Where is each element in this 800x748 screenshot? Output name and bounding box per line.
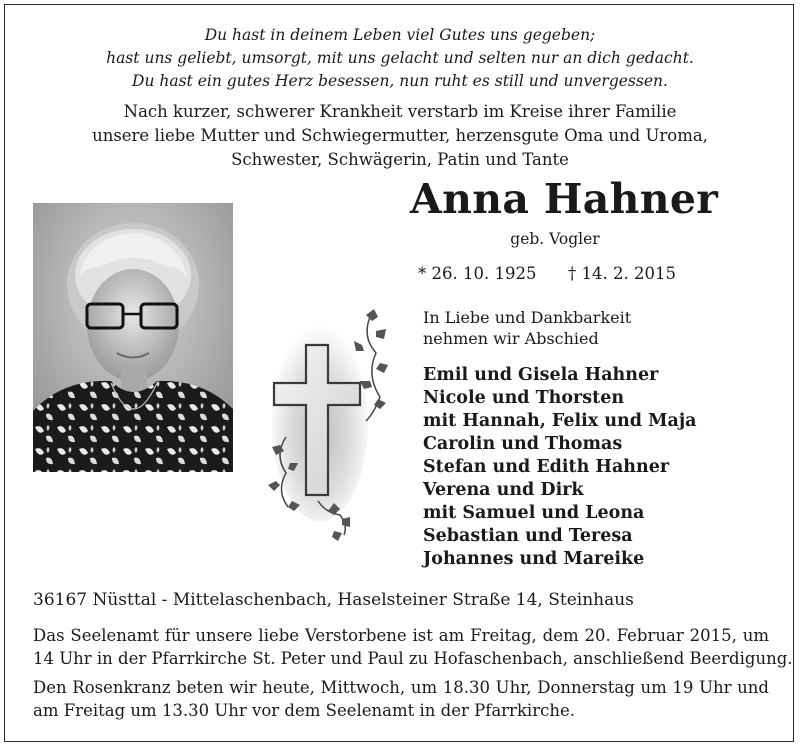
mourner-line: Sebastian und Teresa (423, 526, 633, 546)
mourner-line: Carolin und Thomas (423, 434, 623, 454)
farewell-line: In Liebe und Dankbarkeit (423, 308, 632, 327)
mourner-line: Verena und Dirk (423, 480, 584, 500)
farewell-line: nehmen wir Abschied (423, 329, 599, 348)
rosary-line: am Freitag um 13.30 Uhr vor dem Seelenamt in der Pfarrkirche. (33, 701, 575, 720)
portrait-photo (33, 203, 233, 472)
rosary-line: Den Rosenkranz beten wir heute, Mittwoch, um 18.30 Uhr, Donnerstag um 19 Uhr und (33, 678, 769, 697)
intro-line: unsere liebe Mutter und Schwiegermutter, herzensgute Oma und Uroma, (92, 126, 708, 145)
funeral-service-text (33, 624, 793, 670)
death-date: † 14. 2. 2015 (568, 264, 676, 283)
maiden-name: geb. Vogler (510, 230, 600, 248)
cross-with-ivy-icon (258, 305, 394, 541)
intro-text (0, 100, 800, 172)
poem (0, 24, 800, 93)
mourner-line: mit Hannah, Felix und Maja (423, 411, 697, 431)
service-line: Das Seelenamt für unsere liebe Verstorbene ist am Freitag, dem 20. Februar 2015, um (33, 626, 769, 645)
poem-line: hast uns geliebt, umsorgt, mit uns gelacht und selten nur an dich gedacht. (106, 49, 694, 67)
mourner-line: Stefan und Edith Hahner (423, 457, 670, 477)
farewell-text (423, 307, 631, 349)
family-address: 36167 Nüsttal - Mittelaschenbach, Haselsteiner Straße 14, Steinhaus (33, 590, 634, 610)
rosary-text (33, 676, 769, 722)
mourner-line: Emil und Gisela Hahner (423, 365, 659, 385)
deceased-name: Anna Hahner (410, 175, 719, 223)
poem-line: Du hast in deinem Leben viel Gutes uns gegeben; (204, 26, 596, 44)
mourners-list (423, 364, 697, 571)
poem-line: Du hast ein gutes Herz besessen, nun ruht es still und unvergessen. (132, 72, 668, 90)
mourner-line: Johannes und Mareike (423, 549, 645, 569)
service-line: 14 Uhr in der Pfarrkirche St. Peter und Paul zu Hofaschenbach, anschließend Beerdigung. (33, 649, 793, 668)
birth-date: * 26. 10. 1925 (418, 264, 537, 283)
mourner-line: Nicole und Thorsten (423, 388, 625, 408)
intro-line: Schwester, Schwägerin, Patin und Tante (231, 150, 569, 169)
intro-line: Nach kurzer, schwerer Krankheit verstarb im Kreise ihrer Familie (123, 102, 677, 121)
mourner-line: mit Samuel und Leona (423, 503, 645, 523)
